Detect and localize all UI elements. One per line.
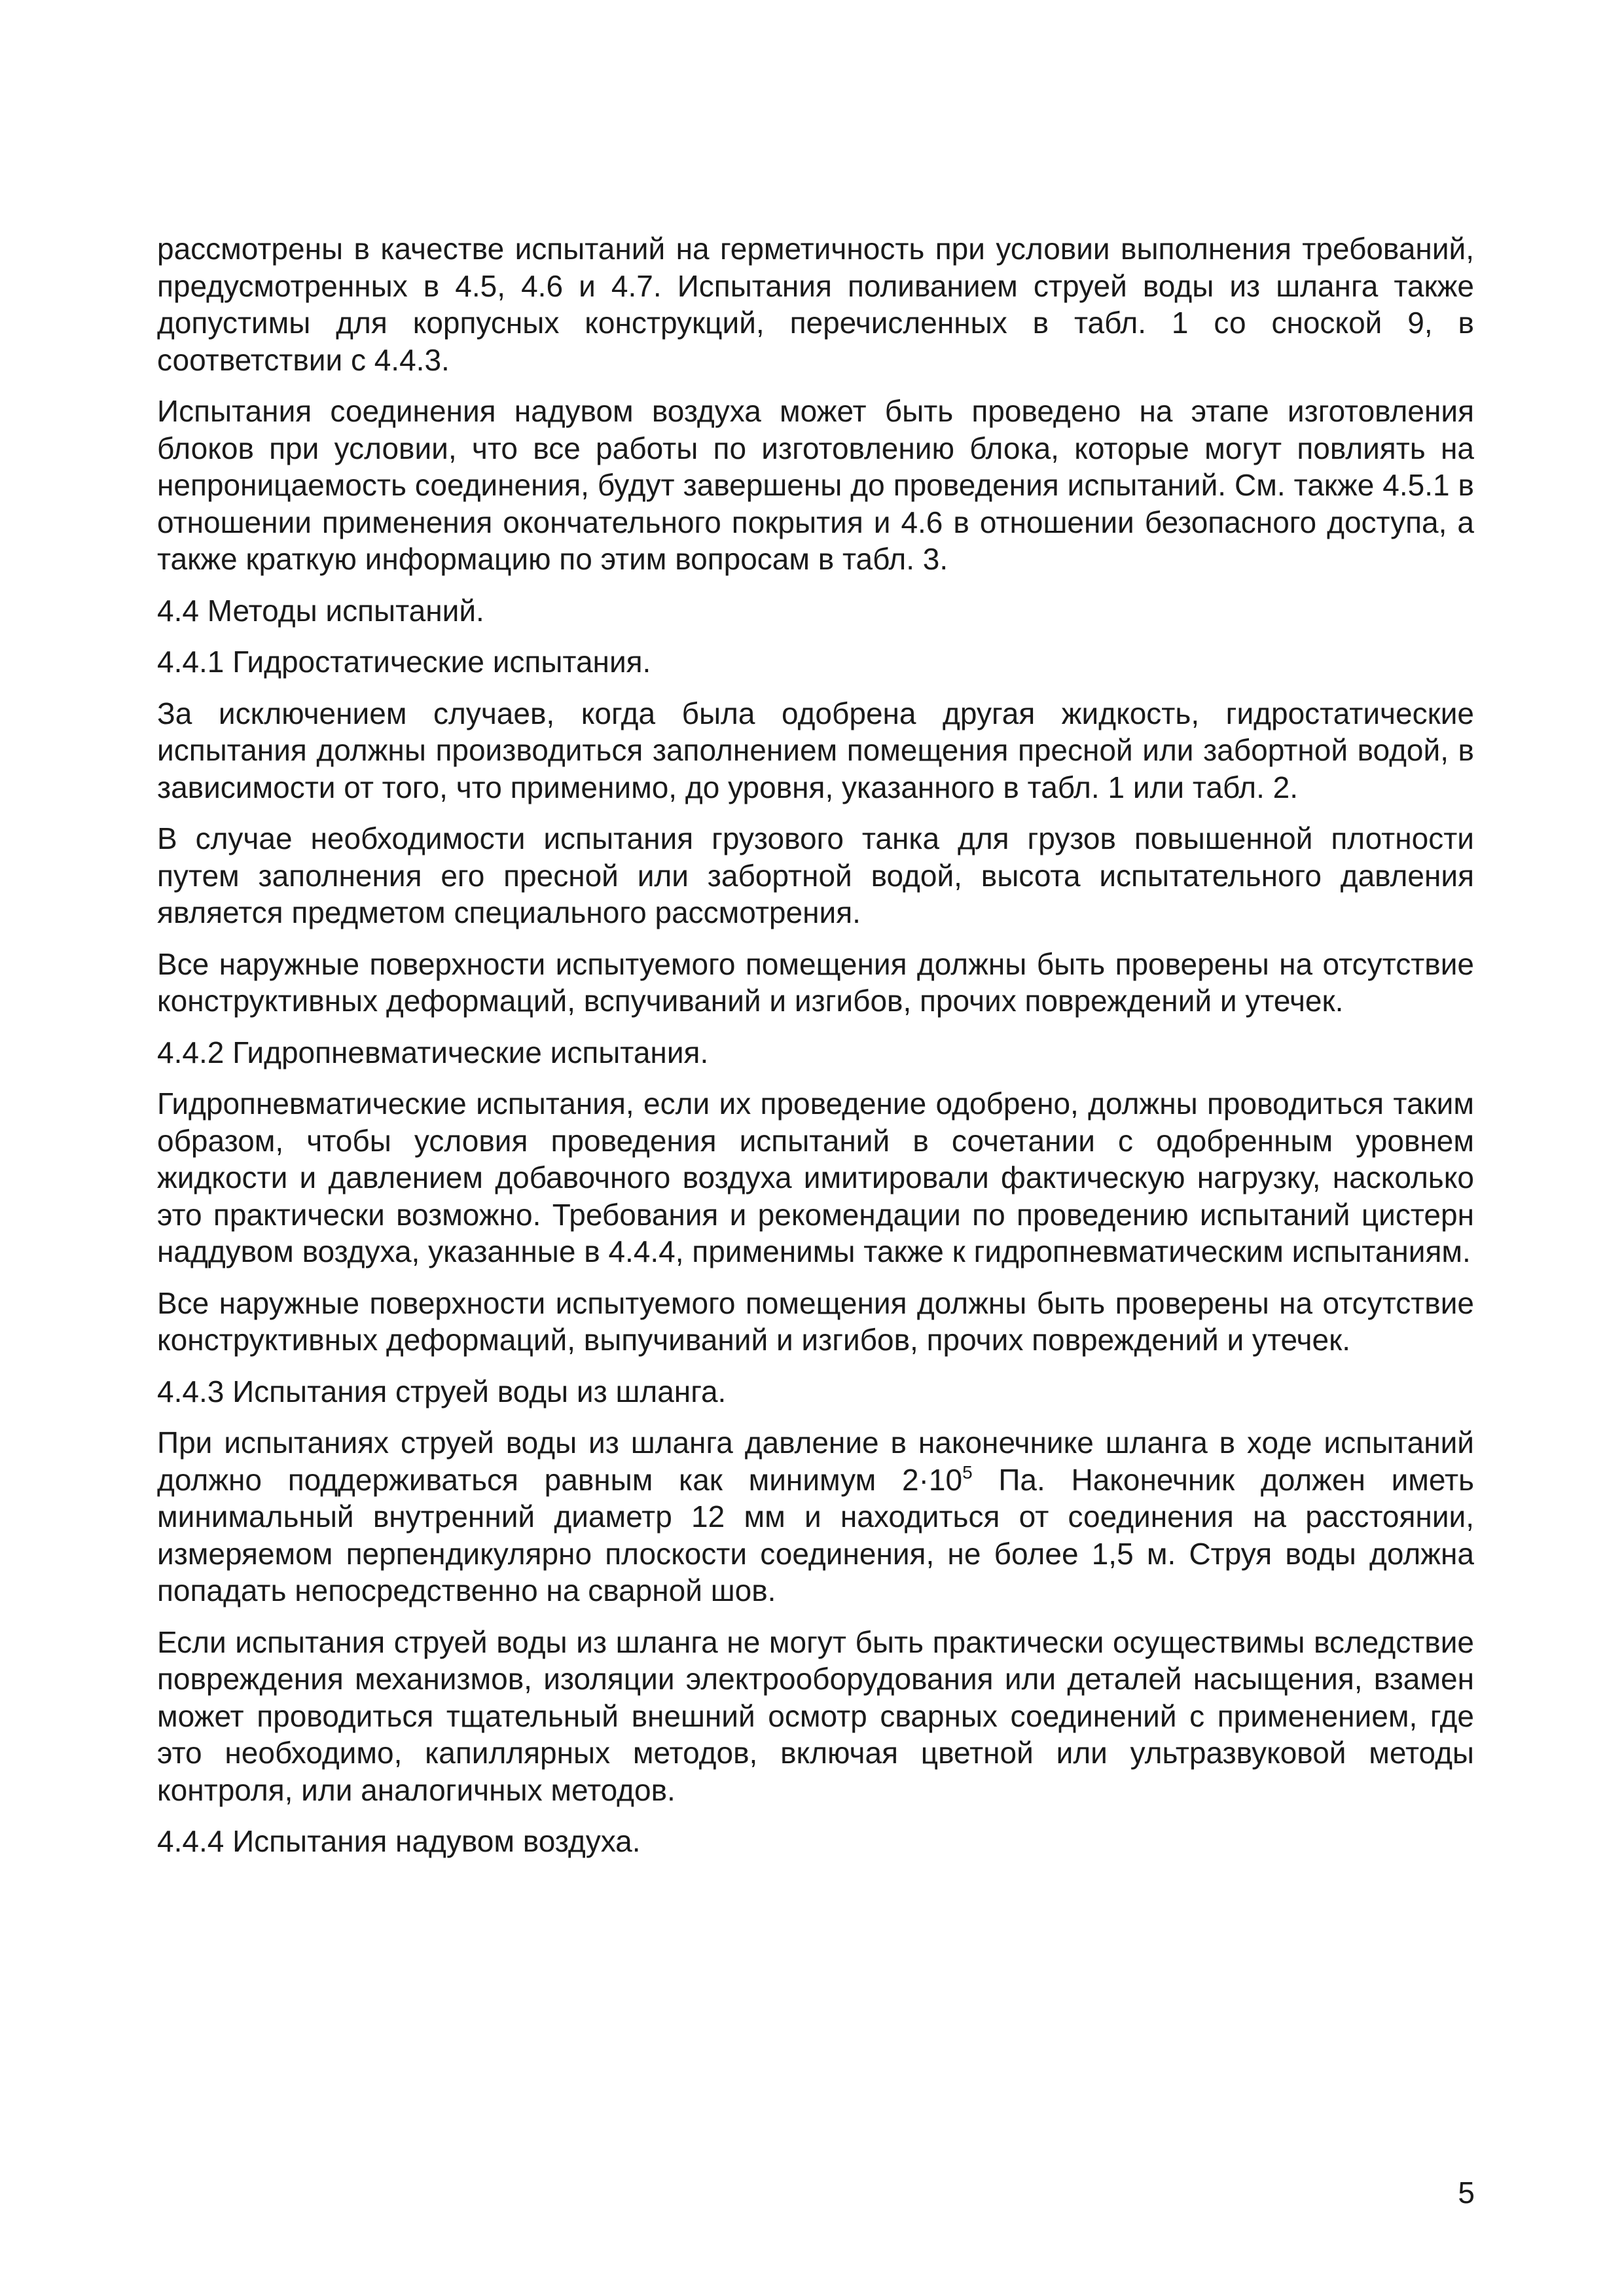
section-heading-4-4-3: 4.4.3 Испытания струей воды из шланга.	[157, 1374, 727, 1408]
paragraph-air-test-block-stage: Испытания соединения надувом воздуха может быть проведено на этапе изготовления блоков при условии, что все работы по изготовлению блока, которые могут повлиять на непроницаемость соединения, будут завершены до проведения испытаний. См. также 4.5.1 в отношении применения окончательного покрытия и 4.6 в отношении безопасного доступа, а также краткую информацию по этим вопросам в табл. 3.	[157, 394, 1474, 576]
document-page	[157, 230, 1474, 1874]
page-number: 5	[1458, 2176, 1475, 2210]
section-heading-4-4-4: 4.4.4 Испытания надувом воздуха.	[157, 1824, 641, 1858]
section-heading-4-4-1: 4.4.1 Гидростатические испытания.	[157, 645, 651, 679]
paragraph-hydrostatic-filling: За исключением случаев, когда была одобрена другая жидкость, гидростатические испытания должны производиться заполнением помещения пресной или забортной водой, в зависимости от того, что применимо, до уровня, указанного в табл. 1 или табл. 2.	[157, 696, 1474, 804]
paragraph-hose-test-pressure	[157, 1424, 1474, 1609]
section-heading-4-4-2: 4.4.2 Гидропневматические испытания.	[157, 1035, 709, 1069]
paragraph-external-surfaces-check-1: Все наружные поверхности испытуемого помещения должны быть проверены на отсутствие конструктивных деформаций, вспучиваний и изгибов, прочих повреждений и утечек.	[157, 946, 1474, 1018]
section-heading-4-4: 4.4 Методы испытаний.	[157, 593, 484, 628]
paragraph-high-density-cargo: В случае необходимости испытания грузового танка для грузов повышенной плотности путем заполнения его пресной или забортной водой, высота испытательного давления является предметом специального рассмотрения.	[157, 821, 1474, 929]
paragraph-hose-test-alternative: Если испытания струей воды из шланга не могут быть практически осуществимы вследствие повреждения механизмов, изоляции электрооборудования или деталей насыщения, взамен может проводиться тщательный внешний осмотр сварных соединений с применением, где это необходимо, капиллярных методов, включая цветной или ультразвуковой методы контроля, или аналогичных методов.	[157, 1624, 1474, 1807]
pressure-exponent: 5	[962, 1462, 973, 1482]
hose-pressure-text-start: При испытаниях струей воды из шланга давление в наконечнике шланга в ходе испытаний должно поддерживаться равным как минимум 2·10	[157, 1426, 1474, 1497]
paragraph-external-surfaces-check-2: Все наружные поверхности испытуемого помещения должны быть проверены на отсутствие конструктивных деформаций, выпучиваний и изгибов, прочих повреждений и утечек.	[157, 1285, 1474, 1357]
hose-pressure-text-end: Па. Наконечник должен иметь минимальный внутренний диаметр 12 мм и находиться от соединения на расстоянии, измеряемом перпендикулярно плоскости соединения, не более 1,5 м. Струя воды должна попадать непосредственно на сварной шов.	[157, 1462, 1474, 1607]
paragraph-hydropneumatic: Гидропневматические испытания, если их проведение одобрено, должны проводиться таким образом, чтобы условия проведения испытаний в сочетании с одобренным уровнем жидкости и давлением добавочного воздуха имитировали фактическую нагрузку, насколько это практически возможно. Требования и рекомендации по проведению испытаний цистерн наддувом воздуха, указанные в 4.4.4, применимы также к гидропневматическим испытаниям.	[157, 1086, 1474, 1268]
paragraph-leak-testing-conditions: рассмотрены в качестве испытаний на герметичность при условии выполнения требований, предусмотренных в 4.5, 4.6 и 4.7. Испытания поливанием струей воды из шланга также допустимы для корпусных конструкций, перечисленных в табл. 1 со сноской 9, в соответствии с 4.4.3.	[157, 232, 1474, 377]
